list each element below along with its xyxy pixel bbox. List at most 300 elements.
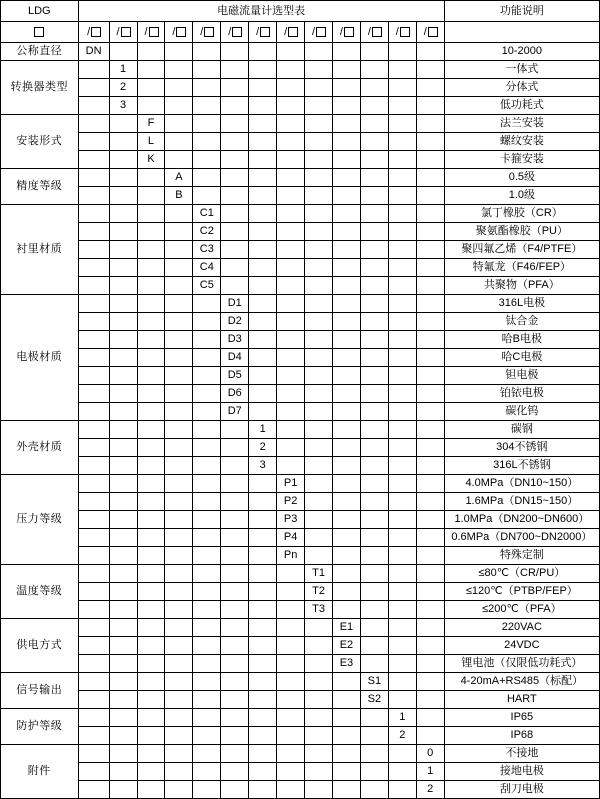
empty-cell — [305, 673, 333, 691]
empty-cell — [249, 475, 277, 493]
empty-cell — [360, 277, 388, 295]
empty-cell — [277, 187, 305, 205]
empty-cell — [165, 331, 193, 349]
empty-cell — [277, 295, 305, 313]
empty-cell — [360, 745, 388, 763]
empty-cell — [109, 43, 137, 61]
empty-cell — [416, 709, 444, 727]
empty-cell — [305, 439, 333, 457]
empty-cell — [193, 349, 221, 367]
empty-cell — [78, 295, 109, 313]
empty-cell — [416, 691, 444, 709]
empty-cell — [360, 349, 388, 367]
code-cell[interactable]: P2 — [277, 493, 305, 511]
empty-cell — [360, 601, 388, 619]
code-cell[interactable]: C5 — [193, 277, 221, 295]
empty-cell — [305, 457, 333, 475]
code-box[interactable] — [260, 27, 270, 37]
empty-cell — [360, 655, 388, 673]
empty-cell — [360, 133, 388, 151]
code-cell[interactable]: D5 — [221, 367, 249, 385]
description-cell: 卡箍安装 — [444, 151, 599, 169]
empty-cell — [332, 169, 360, 187]
empty-cell — [221, 61, 249, 79]
code-cell[interactable]: S2 — [360, 691, 388, 709]
empty-cell — [221, 475, 249, 493]
empty-cell — [165, 727, 193, 745]
empty-cell — [277, 457, 305, 475]
empty-cell — [416, 727, 444, 745]
empty-cell — [360, 43, 388, 61]
code-cell[interactable]: K — [137, 151, 165, 169]
code-cell[interactable]: T1 — [305, 565, 333, 583]
empty-cell — [165, 277, 193, 295]
empty-cell — [193, 619, 221, 637]
empty-cell — [109, 349, 137, 367]
empty-cell — [360, 241, 388, 259]
empty-cell — [305, 331, 333, 349]
empty-cell — [221, 637, 249, 655]
code-cell[interactable]: P4 — [277, 529, 305, 547]
empty-cell — [332, 277, 360, 295]
empty-cell — [165, 475, 193, 493]
empty-cell — [416, 673, 444, 691]
empty-cell — [416, 115, 444, 133]
empty-cell — [277, 385, 305, 403]
empty-cell — [221, 133, 249, 151]
empty-cell — [78, 475, 109, 493]
empty-cell — [137, 385, 165, 403]
empty-cell — [416, 601, 444, 619]
description-cell: 接地电极 — [444, 763, 599, 781]
code-cell[interactable]: C2 — [193, 223, 221, 241]
empty-cell — [249, 691, 277, 709]
empty-cell — [360, 565, 388, 583]
empty-cell — [277, 763, 305, 781]
empty-cell — [277, 313, 305, 331]
empty-cell — [249, 583, 277, 601]
empty-cell — [78, 421, 109, 439]
empty-cell — [277, 403, 305, 421]
empty-cell — [193, 61, 221, 79]
empty-cell — [305, 691, 333, 709]
table-row — [1, 439, 600, 457]
empty-cell — [388, 655, 416, 673]
empty-cell — [249, 637, 277, 655]
description-cell: 1.0级 — [444, 187, 599, 205]
empty-cell — [305, 295, 333, 313]
empty-cell — [332, 457, 360, 475]
empty-cell — [388, 439, 416, 457]
empty-cell — [388, 763, 416, 781]
empty-cell — [78, 151, 109, 169]
empty-cell — [193, 583, 221, 601]
empty-cell — [165, 241, 193, 259]
empty-cell — [193, 79, 221, 97]
description-cell: 聚氨酯橡胶（PU） — [444, 223, 599, 241]
empty-cell — [332, 241, 360, 259]
code-cell[interactable]: D7 — [221, 403, 249, 421]
code-cell[interactable]: L — [137, 133, 165, 151]
empty-cell — [221, 277, 249, 295]
empty-cell — [277, 151, 305, 169]
model-box-slot: / — [193, 22, 221, 43]
empty-cell — [165, 547, 193, 565]
table-row — [1, 565, 600, 583]
empty-cell — [360, 511, 388, 529]
empty-cell — [277, 97, 305, 115]
empty-cell — [416, 439, 444, 457]
empty-cell — [249, 313, 277, 331]
empty-cell — [305, 43, 333, 61]
empty-cell — [277, 673, 305, 691]
empty-cell — [360, 367, 388, 385]
table-row — [1, 79, 600, 97]
empty-cell — [388, 691, 416, 709]
empty-cell — [165, 637, 193, 655]
code-box[interactable] — [428, 27, 438, 37]
code-cell[interactable]: P1 — [277, 475, 305, 493]
empty-cell — [249, 133, 277, 151]
code-cell[interactable]: Pn — [277, 547, 305, 565]
empty-cell — [109, 367, 137, 385]
empty-cell — [332, 421, 360, 439]
category-label: 供电方式 — [1, 619, 79, 673]
empty-cell — [277, 727, 305, 745]
empty-cell — [137, 457, 165, 475]
empty-cell — [137, 295, 165, 313]
empty-cell — [277, 601, 305, 619]
empty-cell — [305, 511, 333, 529]
empty-cell — [109, 565, 137, 583]
code-box[interactable] — [316, 27, 326, 37]
empty-cell — [137, 331, 165, 349]
empty-cell — [221, 187, 249, 205]
code-cell[interactable]: D3 — [221, 331, 249, 349]
empty-cell — [221, 439, 249, 457]
empty-cell — [416, 583, 444, 601]
empty-cell — [109, 745, 137, 763]
empty-cell — [221, 169, 249, 187]
empty-cell — [221, 529, 249, 547]
empty-cell — [78, 223, 109, 241]
empty-cell — [305, 259, 333, 277]
code-cell[interactable]: T2 — [305, 583, 333, 601]
empty-cell — [221, 601, 249, 619]
empty-cell — [332, 529, 360, 547]
empty-cell — [193, 547, 221, 565]
empty-cell — [165, 529, 193, 547]
empty-cell — [137, 241, 165, 259]
empty-cell — [305, 475, 333, 493]
code-box[interactable] — [176, 27, 186, 37]
empty-cell — [388, 97, 416, 115]
code-cell[interactable]: 1 — [388, 709, 416, 727]
empty-cell — [78, 583, 109, 601]
empty-cell — [388, 241, 416, 259]
code-cell[interactable]: E3 — [332, 655, 360, 673]
code-box[interactable] — [232, 27, 242, 37]
empty-cell — [78, 637, 109, 655]
empty-cell — [165, 61, 193, 79]
table-row — [1, 493, 600, 511]
empty-cell — [221, 727, 249, 745]
code-cell[interactable]: E2 — [332, 637, 360, 655]
empty-cell — [137, 547, 165, 565]
empty-cell — [249, 781, 277, 799]
table-row — [1, 745, 600, 763]
table-row — [1, 475, 600, 493]
empty-cell — [249, 403, 277, 421]
empty-cell — [305, 349, 333, 367]
code-box[interactable] — [400, 27, 410, 37]
empty-cell — [109, 403, 137, 421]
empty-cell — [137, 493, 165, 511]
code-cell[interactable]: C1 — [193, 205, 221, 223]
empty-cell — [109, 763, 137, 781]
empty-cell — [249, 601, 277, 619]
table-row — [1, 763, 600, 781]
empty-cell — [388, 205, 416, 223]
empty-cell — [305, 547, 333, 565]
description-cell: 10-2000 — [444, 43, 599, 61]
description-cell: 钛合金 — [444, 313, 599, 331]
empty-cell — [109, 151, 137, 169]
code-box[interactable] — [204, 27, 214, 37]
model-prefix-header: LDG — [1, 1, 79, 22]
code-cell[interactable]: E1 — [332, 619, 360, 637]
code-cell[interactable]: 1 — [109, 61, 137, 79]
code-cell[interactable]: DN — [78, 43, 109, 61]
empty-cell — [305, 385, 333, 403]
table-row — [1, 277, 600, 295]
empty-cell — [137, 601, 165, 619]
description-cell: 低功耗式 — [444, 97, 599, 115]
code-cell[interactable]: 2 — [249, 439, 277, 457]
description-cell: 聚四氟乙烯（F4/PTFE） — [444, 241, 599, 259]
empty-cell — [388, 223, 416, 241]
empty-cell — [388, 475, 416, 493]
empty-cell — [109, 115, 137, 133]
empty-cell — [277, 223, 305, 241]
empty-cell — [360, 385, 388, 403]
code-cell[interactable]: B — [165, 187, 193, 205]
empty-cell — [221, 763, 249, 781]
empty-cell — [193, 97, 221, 115]
code-cell[interactable]: C4 — [193, 259, 221, 277]
empty-cell — [221, 493, 249, 511]
empty-cell — [332, 115, 360, 133]
empty-cell — [332, 187, 360, 205]
description-cell: 哈C电极 — [444, 349, 599, 367]
empty-cell — [416, 43, 444, 61]
description-cell: 304不锈钢 — [444, 439, 599, 457]
code-cell[interactable]: D1 — [221, 295, 249, 313]
empty-cell — [277, 583, 305, 601]
empty-cell — [221, 97, 249, 115]
empty-cell — [193, 475, 221, 493]
code-cell[interactable]: F — [137, 115, 165, 133]
code-cell[interactable]: C3 — [193, 241, 221, 259]
description-cell: 分体式 — [444, 79, 599, 97]
empty-cell — [332, 691, 360, 709]
table-row — [1, 331, 600, 349]
empty-cell — [416, 529, 444, 547]
empty-cell — [193, 367, 221, 385]
empty-cell — [193, 637, 221, 655]
empty-cell — [388, 277, 416, 295]
code-cell[interactable]: 2 — [388, 727, 416, 745]
description-cell: 钽电极 — [444, 367, 599, 385]
empty-cell — [193, 43, 221, 61]
empty-cell — [360, 547, 388, 565]
code-box[interactable] — [121, 27, 131, 37]
table-row — [1, 403, 600, 421]
empty-cell — [388, 313, 416, 331]
empty-cell — [165, 79, 193, 97]
empty-cell — [332, 295, 360, 313]
code-box[interactable] — [149, 27, 159, 37]
empty-cell — [277, 277, 305, 295]
description-cell: ≤120℃（PTBP/FEP） — [444, 583, 599, 601]
empty-cell — [360, 151, 388, 169]
empty-cell — [305, 169, 333, 187]
table-row — [1, 43, 600, 61]
empty-cell — [78, 565, 109, 583]
empty-cell — [221, 655, 249, 673]
empty-cell — [109, 421, 137, 439]
empty-cell — [109, 133, 137, 151]
empty-cell — [277, 637, 305, 655]
category-label: 精度等级 — [1, 169, 79, 205]
empty-cell — [137, 43, 165, 61]
empty-cell — [249, 763, 277, 781]
model-code-desc-spacer — [444, 22, 599, 43]
empty-cell — [360, 223, 388, 241]
empty-cell — [332, 547, 360, 565]
table-row — [1, 115, 600, 133]
code-box[interactable] — [372, 27, 382, 37]
empty-cell — [165, 403, 193, 421]
table-row — [1, 601, 600, 619]
empty-cell — [78, 313, 109, 331]
empty-cell — [193, 421, 221, 439]
empty-cell — [249, 331, 277, 349]
empty-cell — [221, 259, 249, 277]
empty-cell — [332, 61, 360, 79]
empty-cell — [360, 79, 388, 97]
empty-cell — [109, 619, 137, 637]
empty-cell — [388, 529, 416, 547]
empty-cell — [277, 349, 305, 367]
code-cell[interactable]: D2 — [221, 313, 249, 331]
code-cell[interactable]: A — [165, 169, 193, 187]
table-row — [1, 421, 600, 439]
empty-cell — [360, 295, 388, 313]
empty-cell — [78, 529, 109, 547]
table-row — [1, 349, 600, 367]
empty-cell — [388, 673, 416, 691]
code-cell[interactable]: 2 — [416, 781, 444, 799]
empty-cell — [360, 313, 388, 331]
empty-cell — [137, 709, 165, 727]
empty-cell — [388, 547, 416, 565]
empty-cell — [332, 205, 360, 223]
empty-cell — [137, 745, 165, 763]
table-row — [1, 529, 600, 547]
empty-cell — [78, 727, 109, 745]
empty-cell — [277, 367, 305, 385]
table-row — [1, 223, 600, 241]
code-cell[interactable]: S1 — [360, 673, 388, 691]
code-cell[interactable]: 3 — [249, 457, 277, 475]
table-row — [1, 313, 600, 331]
function-header: 功能说明 — [444, 1, 599, 22]
empty-cell — [388, 583, 416, 601]
code-cell[interactable]: T3 — [305, 601, 333, 619]
code-cell[interactable]: 2 — [109, 79, 137, 97]
code-box[interactable] — [288, 27, 298, 37]
empty-cell — [416, 151, 444, 169]
empty-cell — [137, 637, 165, 655]
empty-cell — [277, 259, 305, 277]
code-box[interactable] — [91, 27, 101, 37]
code-box[interactable] — [344, 27, 354, 37]
empty-cell — [277, 565, 305, 583]
empty-cell — [388, 367, 416, 385]
description-cell: IP68 — [444, 727, 599, 745]
code-cell[interactable]: D4 — [221, 349, 249, 367]
empty-cell — [332, 97, 360, 115]
empty-cell — [388, 169, 416, 187]
empty-cell — [78, 187, 109, 205]
empty-cell — [332, 745, 360, 763]
empty-cell — [165, 421, 193, 439]
empty-cell — [332, 43, 360, 61]
empty-cell — [137, 619, 165, 637]
empty-cell — [78, 79, 109, 97]
empty-cell — [416, 331, 444, 349]
model-box-slot: / — [221, 22, 249, 43]
empty-cell — [332, 403, 360, 421]
description-cell: 0.5级 — [444, 169, 599, 187]
empty-cell — [221, 205, 249, 223]
category-label: 电极材质 — [1, 295, 79, 421]
empty-cell — [109, 673, 137, 691]
code-cell[interactable]: D6 — [221, 385, 249, 403]
empty-cell — [193, 745, 221, 763]
code-cell[interactable]: 1 — [416, 763, 444, 781]
code-cell[interactable]: 1 — [249, 421, 277, 439]
empty-cell — [165, 583, 193, 601]
empty-cell — [305, 421, 333, 439]
code-cell[interactable]: P3 — [277, 511, 305, 529]
model-box-slot: / — [388, 22, 416, 43]
empty-cell — [416, 97, 444, 115]
empty-cell — [277, 241, 305, 259]
empty-cell — [360, 403, 388, 421]
empty-cell — [165, 781, 193, 799]
empty-cell — [78, 133, 109, 151]
empty-cell — [388, 421, 416, 439]
code-box[interactable] — [34, 27, 44, 37]
code-cell[interactable]: 3 — [109, 97, 137, 115]
code-cell[interactable]: 0 — [416, 745, 444, 763]
empty-cell — [165, 151, 193, 169]
empty-cell — [416, 385, 444, 403]
empty-cell — [388, 43, 416, 61]
category-label: 信号输出 — [1, 673, 79, 709]
